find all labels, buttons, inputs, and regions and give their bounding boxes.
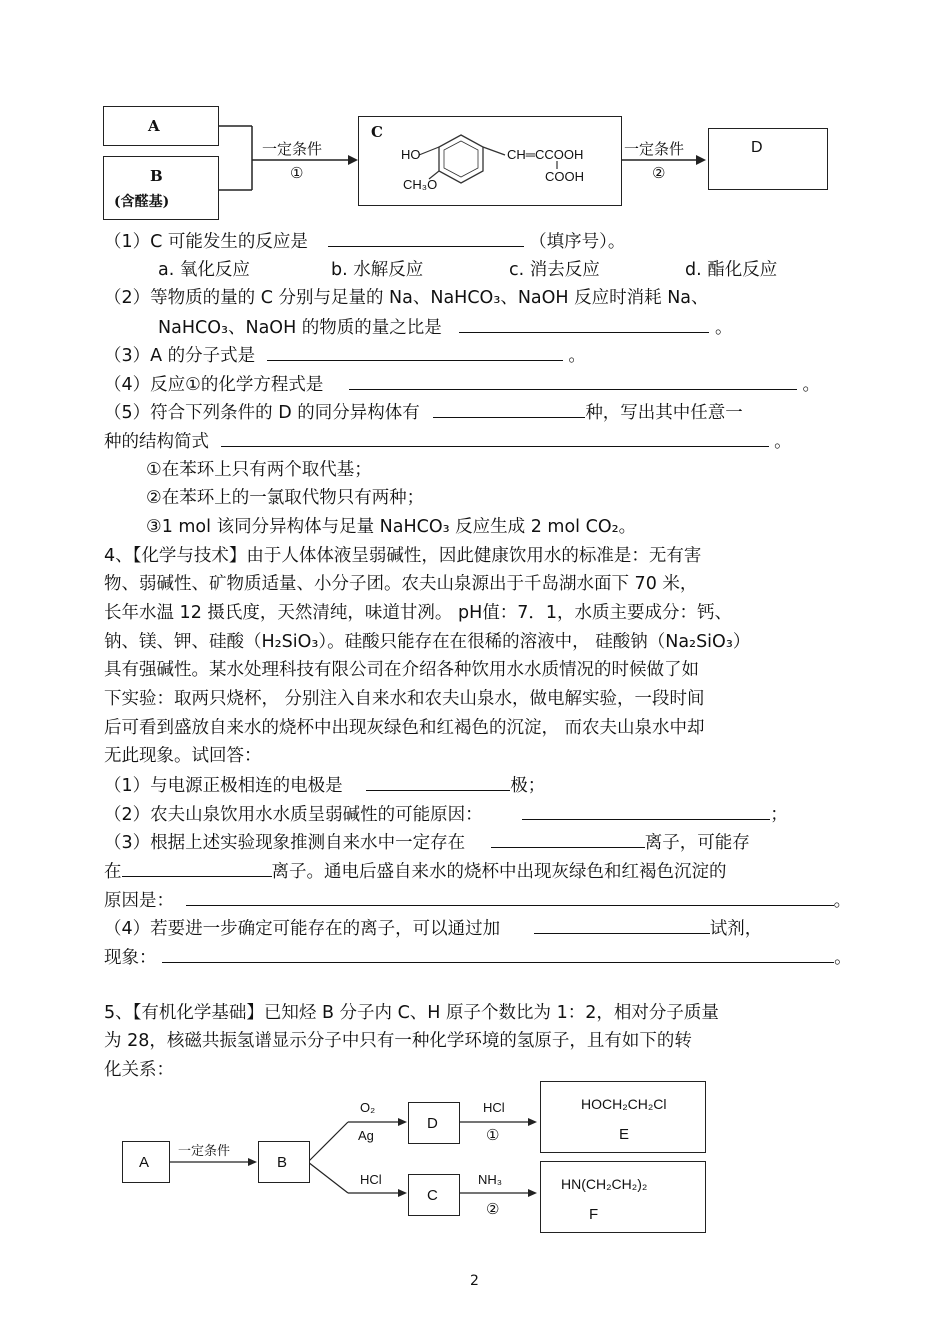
o2-reagent: O₂ (360, 1100, 376, 1115)
box-d-bottom (408, 1102, 460, 1144)
box-b-label: B (150, 167, 163, 185)
box-b-bottom (258, 1141, 310, 1183)
answer-blank[interactable] (491, 829, 645, 848)
box-f (540, 1161, 706, 1233)
hcl-reagent-1: HCl (483, 1100, 505, 1115)
q5-paragraph-line: 化关系： (104, 1060, 174, 1080)
box-d-bottom-label: D (427, 1115, 438, 1132)
box-a-label: A (148, 117, 160, 135)
box-a-bottom (122, 1141, 170, 1183)
q4-paragraph-line: 无此现象。试回答： (104, 746, 262, 766)
q4-paragraph-line: 后可看到盛放自来水的烧杯中出现灰绿色和红褐色的沉淀， 而农夫山泉水中却 (104, 718, 705, 738)
q4-item3-line3: 原因是： 。 (104, 887, 851, 914)
box-c (358, 116, 622, 206)
q4-paragraph-line: 4、【化学与技术】由于人体体液呈弱碱性，因此健康饮用水的标准是：无有害 (104, 546, 702, 566)
box-e-label: E (619, 1126, 630, 1143)
answer-blank[interactable] (162, 944, 834, 963)
answer-blank[interactable] (267, 342, 563, 361)
answer-blank[interactable] (122, 858, 272, 877)
q4-item1: （1）与电源正极相连的电极是 极； (104, 772, 545, 799)
q4-item2: （2）农夫山泉饮用水水质呈弱碱性的可能原因： ； (104, 801, 788, 828)
page-number: 2 (470, 1273, 479, 1289)
c-cooh-group: COOH (545, 169, 584, 184)
q4-item4-line2: 现象： 。 (104, 944, 852, 971)
answer-blank[interactable] (534, 915, 710, 934)
c-ho-group: HO (401, 147, 421, 162)
condition-1: ①在苯环上只有两个取代基； (146, 460, 372, 480)
arrow2-label: 一定条件 (624, 141, 685, 158)
q4-paragraph-line: 具有强碱性。某水处理科技有限公司在介绍各种饮用水水质情况的时候做了如 (104, 660, 699, 680)
q3-item5-line1: （5）符合下列条件的 D 的同分异构体有 种，写出其中任意一 (104, 399, 743, 426)
box-d (708, 128, 828, 190)
a-to-b-label: 一定条件 (178, 1143, 231, 1158)
q4-paragraph-line: 长年水温 12 摄氏度，天然清纯，味道甘冽。 pH值：7．1，水质主要成分：钙、 (104, 603, 732, 623)
step-2-number: ② (486, 1201, 500, 1218)
box-b-note: (含醛基) (114, 194, 170, 210)
box-b-bottom-label: B (277, 1154, 288, 1171)
q4-paragraph-line: 下实验：取两只烧杯， 分别注入自来水和农夫山泉水，做电解实验，一段时间 (104, 689, 705, 709)
box-c-bottom (408, 1174, 460, 1216)
q4-item4-line1: （4）若要进一步确定可能存在的离子，可以通过加 试剂， (104, 915, 762, 942)
option-a: a. 氧化反应 (158, 260, 250, 280)
answer-blank[interactable] (349, 371, 797, 390)
q4-item3-line1: （3）根据上述实验现象推测自来水中一定存在 离子，可能存 (104, 829, 750, 856)
q3-options (158, 257, 777, 283)
c-side-chain: CH═CCOOH (507, 147, 584, 162)
arrow1-label: 一定条件 (262, 141, 323, 158)
answer-blank[interactable] (522, 801, 770, 820)
box-d-label: D (751, 139, 763, 156)
answer-blank[interactable] (186, 887, 834, 906)
q3-item5-line2: 种的结构简式 。 (104, 428, 792, 455)
answer-blank[interactable] (459, 314, 709, 333)
answer-blank[interactable] (366, 772, 510, 791)
option-d: d. 酯化反应 (685, 260, 778, 280)
c-ch3o-group: CH₃O (403, 177, 438, 192)
answer-blank[interactable] (328, 228, 524, 247)
arrow1-number: ① (290, 165, 304, 182)
q3-item1: （1）C 可能发生的反应是 （填序号）。 (104, 228, 625, 255)
q3-item2-line1: （2）等物质的量的 C 分别与足量的 Na、NaHCO₃、NaOH 反应时消耗 Na、 (104, 288, 709, 308)
condition-2: ②在苯环上的一氯取代物只有两种； (146, 488, 425, 508)
box-e-formula: HOCH₂CH₂Cl (581, 1096, 667, 1112)
q5-paragraph-line: 5、【有机化学基础】已知烃 B 分子内 C、H 原子个数比为 1：2，相对分子质量 (104, 1003, 719, 1023)
q3-item4: （4）反应①的化学方程式是 。 (104, 371, 820, 398)
hcl-reagent-2: HCl (360, 1172, 382, 1187)
ag-catalyst: Ag (358, 1128, 374, 1143)
step-1-number: ① (486, 1127, 500, 1144)
q4-item3-line2: 在 离子。通电后盛自来水的烧杯中出现灰绿色和红褐色沉淀的 (104, 858, 727, 885)
box-a-bottom-label: A (139, 1154, 150, 1171)
q4-paragraph-line: 物、弱碱性、矿物质适量、小分子团。农夫山泉源出于千岛湖水面下 70 米， (104, 574, 698, 594)
option-c: c. 消去反应 (509, 260, 600, 280)
q5-paragraph-line: 为 28，核磁共振氢谱显示分子中只有一种化学环境的氢原子，且有如下的转 (104, 1031, 692, 1051)
box-f-formula: HN(CH₂CH₂)₂ (561, 1176, 648, 1192)
answer-blank[interactable] (433, 399, 585, 418)
q4-paragraph-line: 钠、镁、钾、硅酸（H₂SiO₃）。硅酸只能存在在很稀的溶液中， 硅酸钠（Na₂SiO₃） (104, 632, 751, 652)
box-f-label: F (589, 1206, 599, 1223)
nh3-reagent: NH₃ (478, 1172, 503, 1187)
q3-item3: （3）A 的分子式是 。 (104, 342, 586, 369)
q3-item2-line2: NaHCO₃、NaOH 的物质的量之比是 。 (158, 314, 732, 341)
option-b: b. 水解反应 (331, 260, 424, 280)
answer-blank[interactable] (221, 428, 769, 447)
box-e (540, 1081, 706, 1153)
box-c-bottom-label: C (427, 1187, 438, 1204)
arrow2-number: ② (652, 165, 666, 182)
box-c-label: C (371, 123, 383, 141)
condition-3: ③1 mol 该同分异构体与足量 NaHCO₃ 反应生成 2 mol CO₂。 (146, 517, 637, 537)
